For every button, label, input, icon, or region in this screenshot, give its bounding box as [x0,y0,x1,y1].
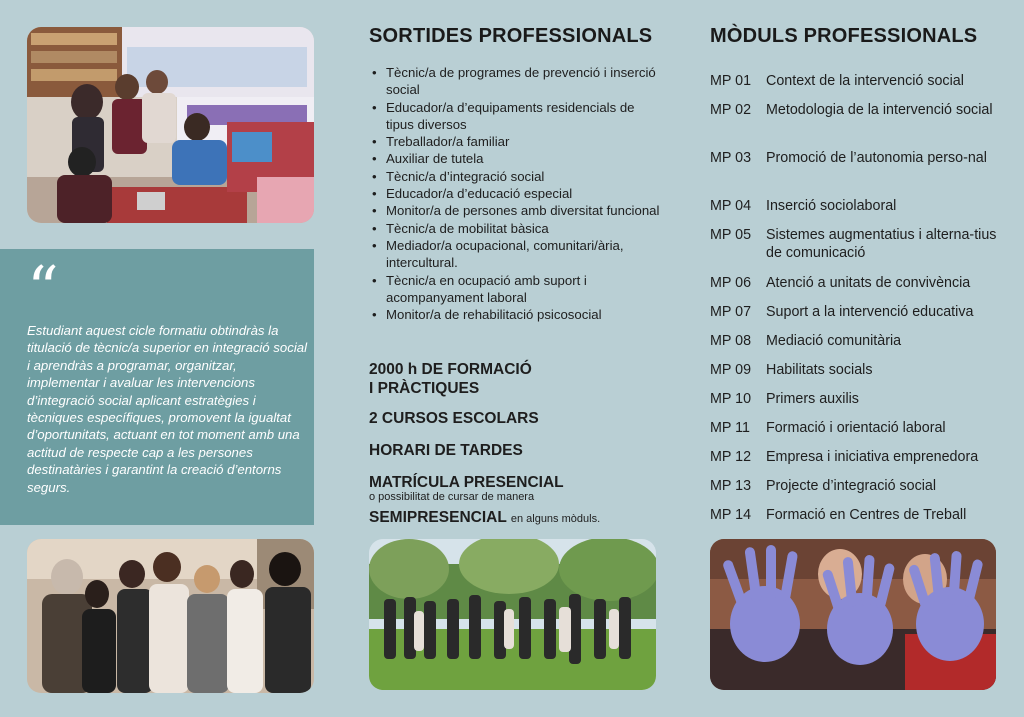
module-code: MP 10 [710,391,752,407]
list-item: • Auxiliar de tutela [370,150,660,167]
list-item: • Educador/a d’equipaments residencials de tipus diversos [370,99,660,134]
module-name: Suport a la intervenció educativa [766,304,974,320]
module-name: Metodologia de la intervenció social [766,102,993,118]
module-name: Context de la intervenció social [766,73,964,89]
schedule-heading: HORARI DE TARDES [369,442,523,459]
module-code: MP 02 [710,102,752,118]
hours-line-1: 2000 h DE FORMACIÓ [369,361,532,378]
module-name: Mediació comunitària [766,333,902,349]
module-code: MP 09 [710,362,752,378]
list-item: • Treballador/a familiar [370,133,660,150]
module-name: Formació en Centres de Treball [766,507,967,523]
module-code: MP 13 [710,478,752,494]
list-item: • Monitor/a de persones amb diversitat funcional [370,202,660,219]
module-name: Inserció sociolaboral [766,198,897,214]
module-code: MP 11 [710,420,751,436]
list-item: • Mediador/a ocupacional, comunitari/ària, intercultural. [370,237,660,272]
sortides-list [370,64,660,323]
moduls-title: MÒDULS PROFESSIONALS [710,25,978,47]
module-code: MP 01 [710,73,752,89]
module-name: Atenció a unitats de convivència [766,275,971,291]
list-item: • Tècnic/a en ocupació amb suport i acompanyament laboral [370,272,660,307]
photo-group-portrait [27,539,314,693]
module-code: MP 08 [710,333,752,349]
module-code: MP 06 [710,275,752,291]
semi-heading: SEMIPRESENCIAL [369,509,507,526]
module-code: MP 07 [710,304,752,320]
list-item: • Tècnic/a de mobilitat bàsica [370,220,660,237]
module-name: Habilitats socials [766,362,873,378]
module-code: MP 14 [710,507,752,523]
module-code: MP 04 [710,198,752,214]
enrol-heading: MATRÍCULA PRESENCIAL [369,474,564,491]
module-name: Projecte d’integració social [766,478,937,494]
list-item: • Tècnic/a d’integració social [370,168,660,185]
list-item: • Monitor/a de rehabilitació psicosocial [370,306,660,323]
hours-heading [369,360,532,398]
module-name: Primers auxilis [766,391,859,407]
list-item: • Tècnic/a de programes de prevenció i inserció social [370,64,660,99]
semi-line [369,508,600,529]
photo-outdoor-group [369,539,656,690]
enrol-note: o possibilitat de cursar de manera [369,491,535,503]
module-code: MP 05 [710,227,752,243]
list-item: • Educador/a d’educació especial [370,185,660,202]
module-code: MP 12 [710,449,752,465]
quote-text: Estudiant aquest cicle formatiu obtindràs la titulació de tècnic/a superior en integració social i aprendràs a programar, organitzar, implementar i avaluar les intervencions d’integració social aplicant estratègies i tècniques específiques, promovent la igualtat d’oportunitats, actuant en tot moment amb una actitud de respecte cap a les persones destinatàries i garantint la creació d’entorns segurs. [27,323,308,495]
photo-classroom-students [27,27,314,223]
module-name: Promoció de l’autonomia perso-nal [766,150,987,166]
sortides-title: SORTIDES PROFESSIONALS [369,25,653,47]
module-name: Empresa i iniciativa emprenedora [766,449,979,465]
module-name: Sistemes augmentatius i alterna-tius de comunicació [766,227,997,261]
module-code: MP 03 [710,150,752,166]
semi-note: en alguns mòduls. [510,513,601,525]
photo-painted-hands [710,539,996,690]
module-name: Formació i orientació laboral [766,420,946,436]
quote-mark-icon: “ [27,252,59,325]
courses-heading: 2 CURSOS ESCOLARS [369,410,539,427]
hours-line-2: I PRÀCTIQUES [369,380,480,397]
